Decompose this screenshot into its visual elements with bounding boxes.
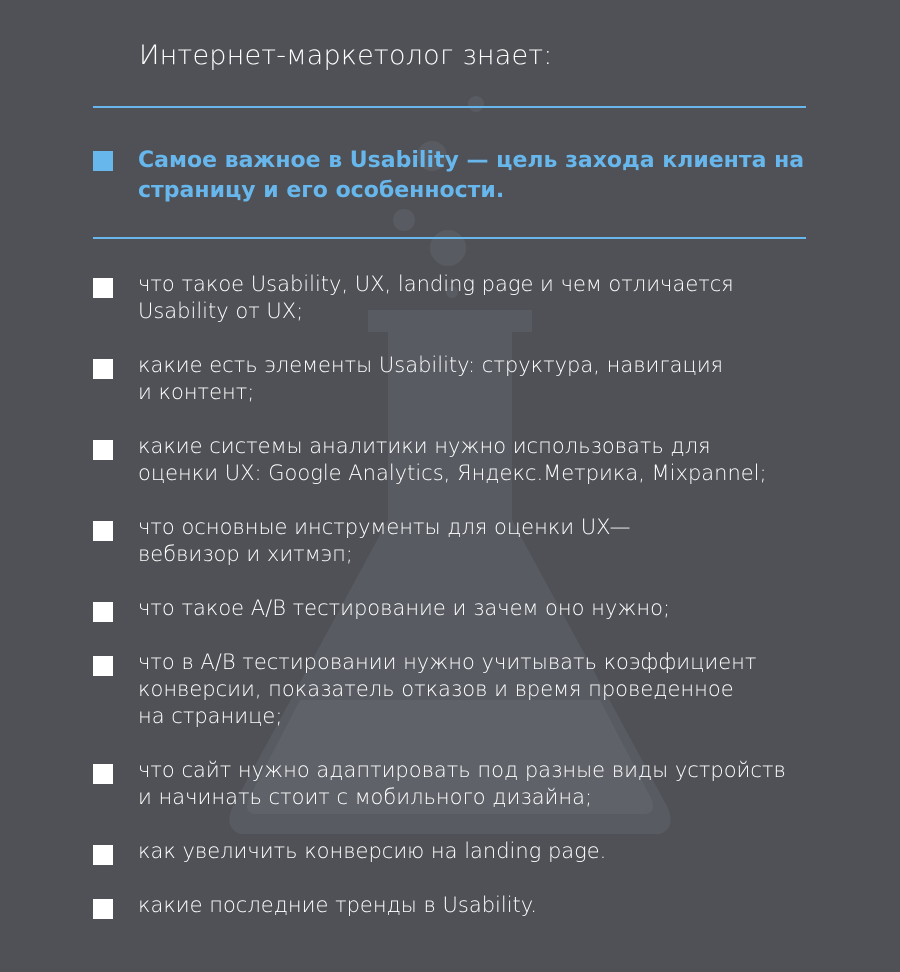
white-square-icon	[93, 521, 113, 541]
list-item-text: что основные инструменты для оценки UX— вебвизор и хитмэп;	[138, 515, 631, 566]
bottom-divider	[93, 237, 806, 239]
white-square-icon	[93, 845, 113, 865]
list-item-text: какие есть элементы Usability: структура, навигация и контент;	[138, 353, 724, 404]
highlight-text: Самое важное в Usability — цель захода клиента на страницу и его особенности.	[138, 148, 805, 203]
white-square-icon	[93, 440, 113, 460]
list-item-text: что сайт нужно адаптировать под разные виды устройств и начинать стоит с мобильного дизайна;	[138, 758, 786, 809]
blue-square-icon	[93, 151, 113, 171]
list-item-text: что в А/В тестировании нужно учитывать коэффициент конверсии, показатель отказов и время проведенное на странице;	[138, 650, 757, 728]
list-item-text: как увеличить конверсию на landing page.	[138, 839, 607, 863]
white-square-icon	[93, 656, 113, 676]
white-square-icon	[93, 278, 113, 298]
page-title: Интернет-маркетолог знает:	[139, 40, 553, 71]
white-square-icon	[93, 899, 113, 919]
top-divider	[93, 106, 806, 108]
white-square-icon	[93, 602, 113, 622]
list-item-text: что такое Usability, UX, landing page и чем отличается Usability от UX;	[138, 272, 734, 323]
white-square-icon	[93, 764, 113, 784]
white-square-icon	[93, 359, 113, 379]
list-item-text: что такое А/В тестирование и зачем оно нужно;	[138, 596, 671, 620]
list-item-text: какие последние тренды в Usability.	[138, 893, 537, 917]
list-item-text: какие системы аналитики нужно использовать для оценки UX: Google Analytics, Яндекс.Метрика, Mixpannel;	[138, 434, 767, 485]
